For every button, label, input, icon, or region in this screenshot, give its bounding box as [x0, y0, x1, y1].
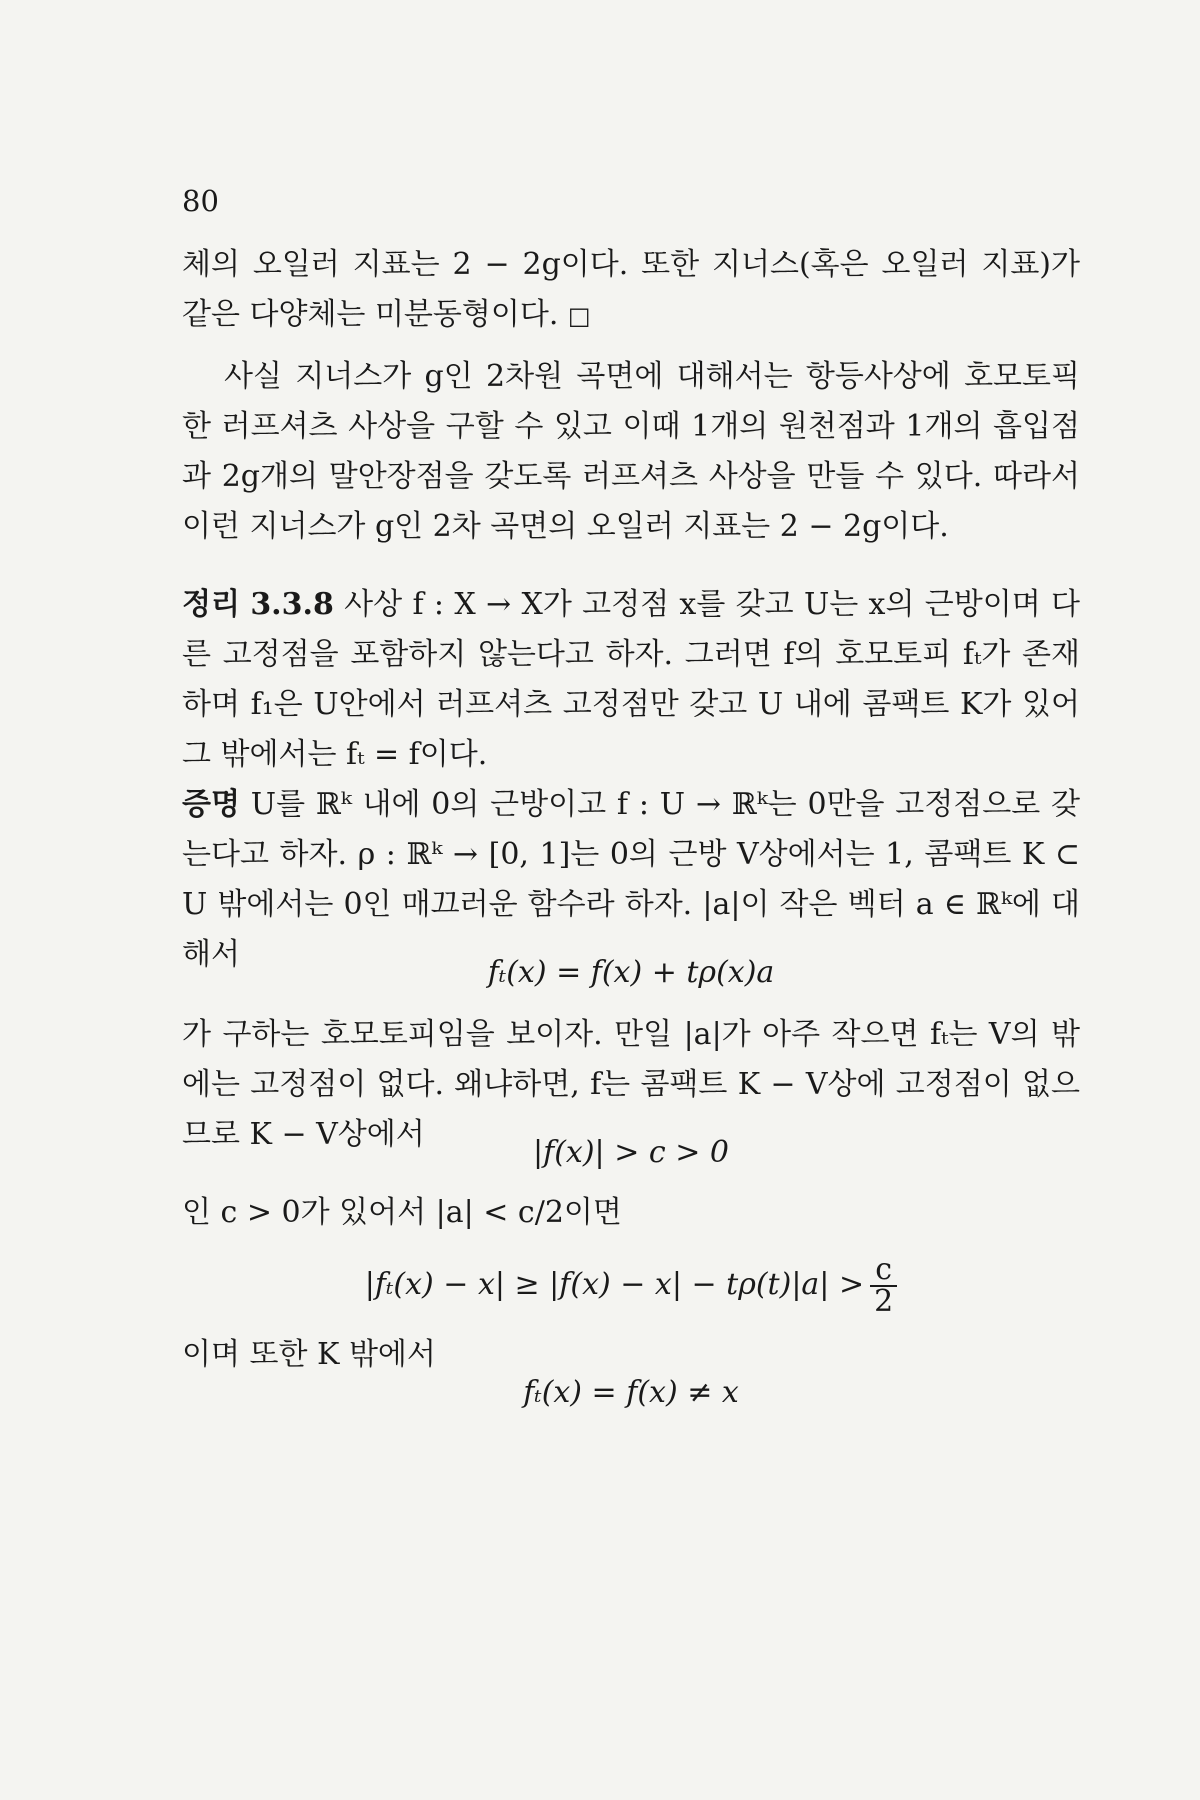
fraction: [870, 1252, 897, 1319]
theorem-label: 정리: [182, 587, 240, 622]
theorem-block: [182, 580, 1080, 780]
qed-symbol: □: [567, 302, 591, 330]
fraction-denominator: 2: [874, 1284, 894, 1319]
equation-inequality-lhs: |fₜ(x) − x| ≥ |f(x) − x| − tρ(t)|a| >: [364, 1267, 865, 1302]
theorem-body: 사상 f : X → X가 고정점 x를 갖고 U는 x의 근방이며 다른 고정점을 포함하지 않는다고 하자. 그러면 f의 호모토피 fₜ가 존재하며 f₁은 U안에서 러프셔츠 고정점만 갖고 U 내에 콤팩트 K가 있어 그 밖에서는 fₜ = f이다.: [182, 587, 1081, 772]
page-number: 80: [182, 184, 219, 218]
theorem-number: 3.3.8: [250, 587, 334, 622]
paragraph-intro-text: 체의 오일러 지표는 2 − 2g이다. 또한 지너스(혹은 오일러 지표)가 같은 다양체는 미분동형이다.: [182, 247, 1080, 332]
equation-inequality: [182, 1252, 1080, 1319]
paragraph-4: 이며 또한 K 밖에서: [182, 1337, 436, 1372]
paragraph-3: 인 c > 0가 있어서 |a| < c/2이면: [182, 1195, 622, 1230]
proof-block: [182, 780, 1080, 980]
paragraph-2: 가 구하는 호모토피임을 보이자. 만일 |a|가 아주 작으면 fₜ는 V의 밖에는 고정점이 없다. 왜냐하면, f는 콤팩트 K − V상에 고정점이 없으므로 K − V상에서: [182, 1017, 1080, 1152]
paragraph-note: 사실 지너스가 g인 2차원 곡면에 대해서는 항등사상에 호모토픽한 러프셔츠 사상을 구할 수 있고 이때 1개의 원천점과 1개의 흡입점과 2g개의 말안장점을 갖도록 러프셔츠 사상을 만들 수 있다. 따라서 이런 지너스가 g인 2차 곡면의 오일러 지표는 2 − 2g이다.: [182, 359, 1080, 544]
equation-bound: |f(x)| > c > 0: [533, 1135, 729, 1170]
fraction-numerator: c: [870, 1255, 897, 1287]
proof-label: 증명: [182, 787, 240, 822]
equation-homotopy: fₜ(x) = f(x) + tρ(x)a: [487, 955, 775, 990]
proof-body: U를 ℝᵏ 내에 0의 근방이고 f : U → ℝᵏ는 0만을 고정점으로 갖는다고 하자. ρ : ℝᵏ → [0, 1]는 0의 근방 V상에서는 1, 콤팩트 K ⊂ U 밖에서는 0인 매끄러운 함수라 하자. |a|이 작은 벡터 a ∈ ℝᵏ에 대해서: [182, 787, 1080, 972]
equation-final: fₜ(x) = f(x) ≠ x: [523, 1375, 739, 1410]
paragraph-intro: [182, 240, 1080, 341]
